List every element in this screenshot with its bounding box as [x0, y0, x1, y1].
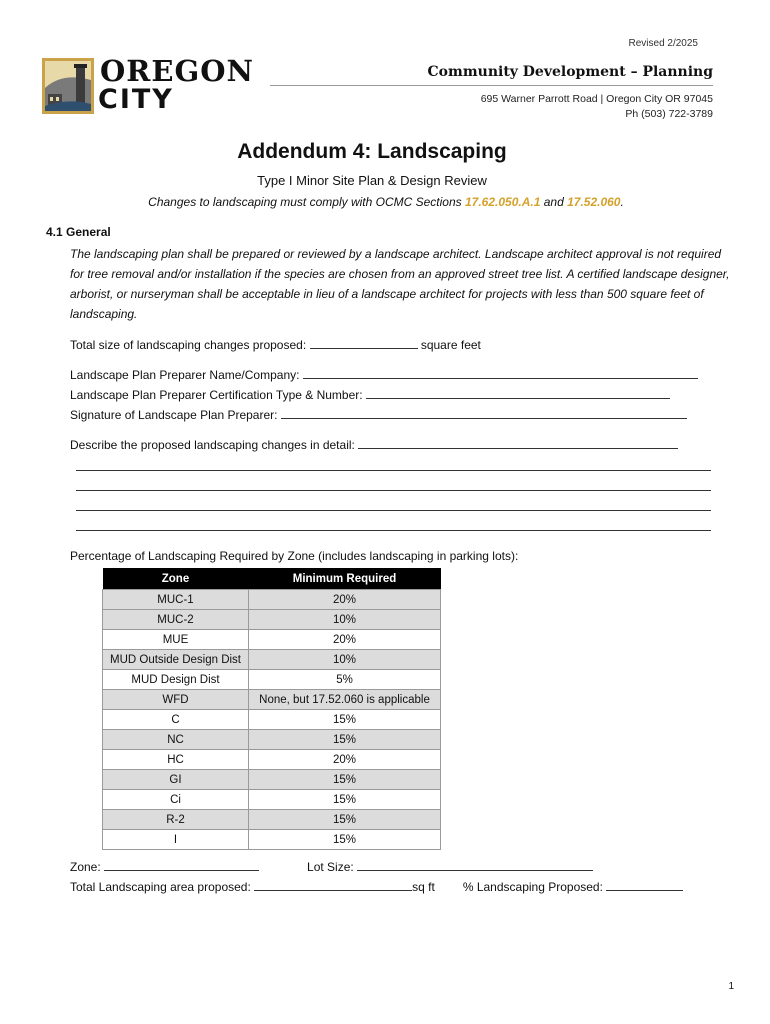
table-row [103, 730, 441, 750]
zone-cell: GI [103, 770, 249, 790]
lot-size-field[interactable] [357, 859, 593, 871]
zone-cell: Ci [103, 790, 249, 810]
table-row [103, 830, 441, 850]
signature-field[interactable] [281, 407, 687, 419]
total-size-row [70, 337, 481, 352]
minimum-cell: 15% [249, 730, 441, 750]
zone-cell: C [103, 710, 249, 730]
table-row [103, 790, 441, 810]
header-minimum: Minimum Required [249, 568, 441, 590]
minimum-cell: 15% [249, 790, 441, 810]
percent-proposed-label: % Landscaping Proposed: [462, 880, 607, 894]
preparer-label: Landscape Plan Preparer Name/Company: [70, 368, 303, 382]
total-area-label: Total Landscaping area proposed: [70, 880, 255, 894]
zone-lot-row [70, 859, 593, 874]
zone-cell: WFD [103, 690, 249, 710]
minimum-cell: 20% [249, 750, 441, 770]
logo-text-city: CITY [98, 84, 174, 115]
certification-field[interactable] [366, 387, 670, 399]
zone-field[interactable] [104, 859, 259, 871]
compliance-middle: and [540, 195, 568, 209]
table-row [103, 750, 441, 770]
address: 695 Warner Parrott Road | Oregon City OR 97045 [480, 93, 713, 105]
table-row [103, 590, 441, 610]
zone-cell: MUE [103, 630, 249, 650]
total-size-label: Total size of landscaping changes proposed: [70, 338, 310, 352]
table-row [103, 810, 441, 830]
signature-label: Signature of Landscape Plan Preparer: [70, 408, 281, 422]
landscaping-zone-table [102, 568, 441, 850]
minimum-cell: 10% [249, 650, 441, 670]
department-name: Community Development – Planning [427, 64, 713, 80]
describe-line-1[interactable] [76, 470, 711, 471]
total-size-unit: square feet [417, 338, 481, 352]
preparer-field[interactable] [303, 367, 698, 379]
zone-cell: MUD Design Dist [103, 670, 249, 690]
oregon-city-logo [42, 56, 267, 114]
minimum-cell: 15% [249, 710, 441, 730]
total-area-field[interactable] [254, 879, 412, 891]
code-link-17-62-050[interactable]: 17.62.050.A.1 [464, 195, 541, 209]
table-row [103, 710, 441, 730]
total-size-field[interactable] [310, 337, 418, 349]
table-row [103, 650, 441, 670]
page-number: 1 [728, 981, 734, 992]
certification-label: Landscape Plan Preparer Certification Type & Number: [70, 388, 366, 402]
compliance-prefix: Changes to landscaping must comply with OCMC Sections [148, 195, 465, 209]
describe-line-4[interactable] [76, 530, 711, 531]
minimum-cell: None, but 17.52.060 is applicable [249, 690, 441, 710]
revised-date: Revised 2/2025 [628, 38, 698, 49]
city-logo-icon [42, 58, 94, 114]
section-heading: 4.1 General [46, 225, 111, 239]
page-subtitle: Type I Minor Site Plan & Design Review [257, 173, 487, 188]
zone-cell: NC [103, 730, 249, 750]
compliance-suffix: . [620, 195, 624, 209]
preparer-row [70, 367, 698, 382]
percent-proposed-field[interactable] [606, 879, 683, 891]
certification-row [70, 387, 670, 402]
zone-cell: R-2 [103, 810, 249, 830]
table-row [103, 630, 441, 650]
minimum-cell: 15% [249, 770, 441, 790]
table-header-row [103, 568, 441, 590]
code-link-17-52-060[interactable]: 17.52.060 [567, 195, 621, 209]
minimum-cell: 5% [249, 670, 441, 690]
percentage-label: Percentage of Landscaping Required by Zone (includes landscaping in parking lots): [70, 549, 519, 563]
page-title: Addendum 4: Landscaping [237, 140, 507, 163]
minimum-cell: 20% [249, 590, 441, 610]
compliance-note [0, 195, 770, 209]
total-area-row [70, 879, 683, 894]
total-area-unit: sq ft [412, 880, 435, 894]
header-divider [270, 85, 713, 86]
zone-label: Zone: [70, 860, 105, 874]
zone-cell: MUC-2 [103, 610, 249, 630]
describe-field[interactable] [358, 437, 678, 449]
signature-row [70, 407, 687, 422]
section-paragraph: The landscaping plan shall be prepared or reviewed by a landscape architect. Landscape architect approval is not required for tree removal and/or installation if the species are chosen from an approved street tree list. A certified landscape designer, arborist, or nurseryman shall be acceptable in lieu of a landscape architect for projects with less than 500 square feet of landscaping. [70, 247, 730, 321]
zone-cell: MUC-1 [103, 590, 249, 610]
zone-cell: MUD Outside Design Dist [103, 650, 249, 670]
describe-row [70, 437, 678, 452]
minimum-cell: 20% [249, 630, 441, 650]
zone-cell: HC [103, 750, 249, 770]
describe-line-2[interactable] [76, 490, 711, 491]
minimum-cell: 10% [249, 610, 441, 630]
table-row [103, 770, 441, 790]
minimum-cell: 15% [249, 810, 441, 830]
table-row [103, 610, 441, 630]
zone-cell: I [103, 830, 249, 850]
logo-text-oregon: OREGON [100, 54, 255, 88]
table-row [103, 690, 441, 710]
contact-info [481, 92, 713, 122]
lot-size-label: Lot Size: [307, 860, 358, 874]
describe-label: Describe the proposed landscaping changes in detail: [70, 438, 359, 452]
minimum-cell: 15% [249, 830, 441, 850]
header-zone: Zone [103, 568, 249, 590]
table-row [103, 670, 441, 690]
describe-line-3[interactable] [76, 510, 711, 511]
phone: Ph (503) 722-3789 [625, 108, 713, 120]
